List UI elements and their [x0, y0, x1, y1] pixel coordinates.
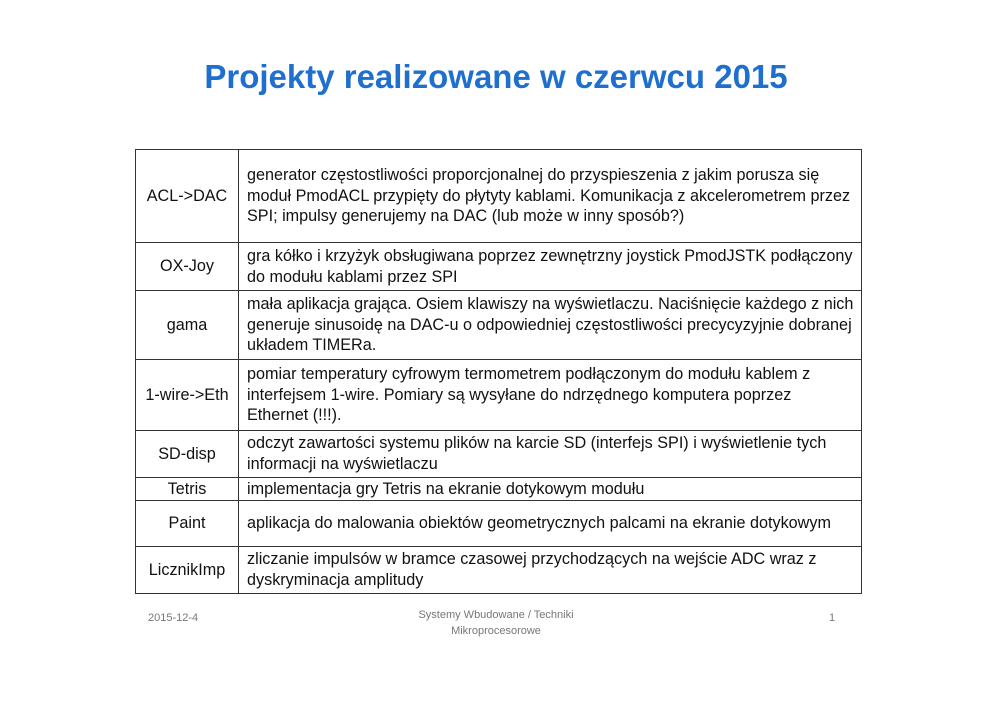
project-name: Tetris: [136, 478, 239, 501]
table-row: [136, 431, 862, 478]
project-description: gra kółko i krzyżyk obsługiwana poprzez zewnętrzny joystick PmodJSTK podłączony do modułu kablami przez SPI: [239, 243, 862, 291]
table-row: [136, 150, 862, 243]
table-row: [136, 243, 862, 291]
table-row: [136, 291, 862, 360]
footer-course-line2: Mikroprocesorowe: [451, 625, 541, 637]
project-description: aplikacja do malowania obiektów geometrycznych palcami na ekranie dotykowym: [239, 501, 862, 547]
project-description: implementacja gry Tetris na ekranie dotykowym modułu: [239, 478, 862, 501]
project-name: gama: [136, 291, 239, 360]
project-name: OX-Joy: [136, 243, 239, 291]
slide-title: Projekty realizowane w czerwcu 2015: [204, 58, 788, 95]
project-name: LicznikImp: [136, 547, 239, 594]
table-row: [136, 547, 862, 594]
footer-course-line1: Systemy Wbudowane / Techniki: [418, 609, 574, 621]
table-row: [136, 360, 862, 431]
project-description: generator częstostliwości proporcjonalnej do przyspieszenia z jakim porusza się moduł PmodACL przypięty do płytyty kablami. Komunikacja z akcelerometrem przez SPI; impulsy generujemy na DAC (lub może w inny sposób?): [239, 150, 862, 243]
project-description: pomiar temperatury cyfrowym termometrem podłączonym do modułu kablem z interfejsem 1-wire. Pomiary są wysyłane do ndrzędnego komputera poprzez Ethernet (!!!).: [239, 360, 862, 431]
table-row: [136, 501, 862, 547]
project-name: SD-disp: [136, 431, 239, 478]
projects-table: [135, 149, 862, 594]
footer-date: 2015-12-4: [148, 612, 199, 624]
project-name: Paint: [136, 501, 239, 547]
project-description: mała aplikacja grająca. Osiem klawiszy na wyświetlaczu. Naciśnięcie każdego z nich generuje sinusoidę na DAC-u o odpowiedniej częstostliwości precycyzyjnie dobranej układem TIMERa.: [239, 291, 862, 360]
project-name: ACL->DAC: [136, 150, 239, 243]
footer-course-name: [396, 607, 596, 639]
page-number: 1: [829, 612, 836, 624]
project-name: 1-wire->Eth: [136, 360, 239, 431]
project-description: odczyt zawartości systemu plików na karcie SD (interfejs SPI) i wyświetlenie tych informacji na wyświetlaczu: [239, 431, 862, 478]
project-description: zliczanie impulsów w bramce czasowej przychodzących na wejście ADC wraz z dyskryminacja amplitudy: [239, 547, 862, 594]
table-row: [136, 478, 862, 501]
